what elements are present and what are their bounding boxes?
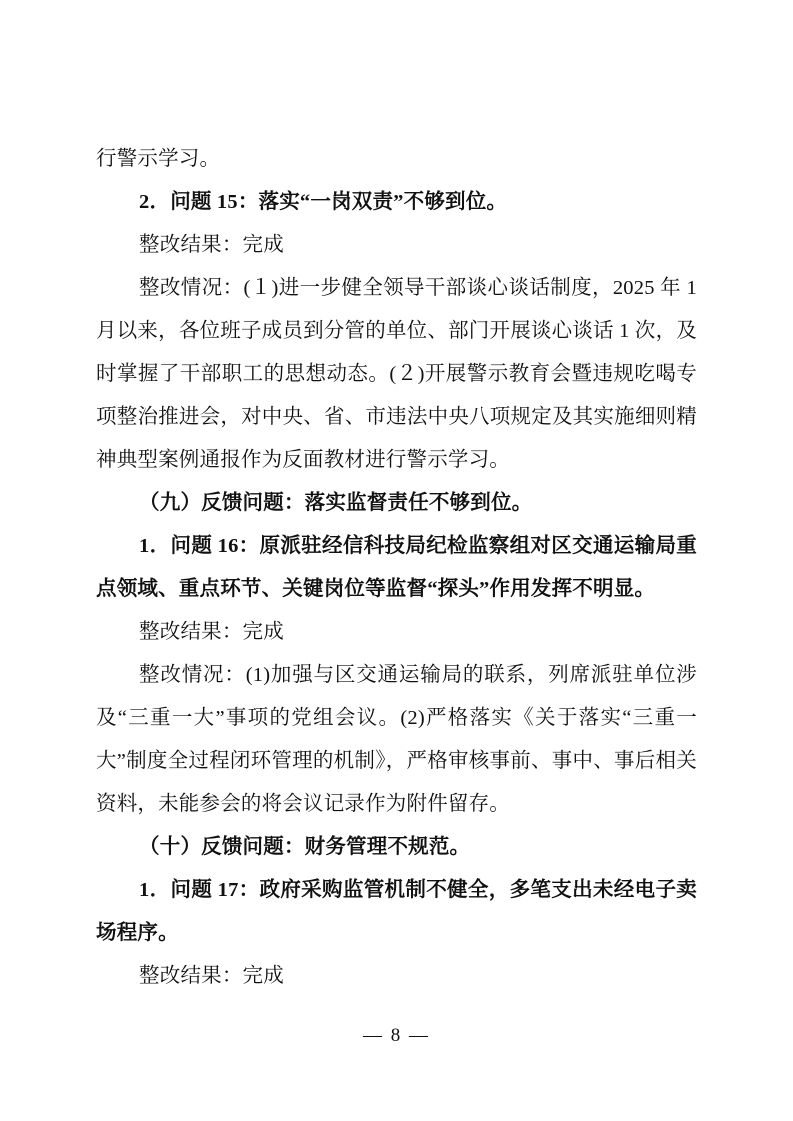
document-body — [96, 138, 697, 998]
paragraph-rectification-result-3: 整改结果：完成 — [139, 965, 284, 987]
paragraph-rectification-detail-2: 整改情况：(1)加强与区交通运输局的联系，列席派驻单位涉及“三重一大”事项的党组会议。(2)严格落实《关于落实“三重一大”制度全过程闭环管理的机制》，严格审核事前、事中、事后相关资料，未能参会的将会议记录作为附件留存。 — [96, 664, 697, 815]
paragraph-section-nine-feedback: （九）反馈问题：落实监督责任不够到位。 — [139, 492, 533, 514]
page-number — [0, 1025, 793, 1047]
paragraph-item-1-question-17: 1．问题 17：政府采购监管机制不健全，多笔支出未经电子卖场程序。 — [96, 879, 697, 944]
paragraph-section-ten-feedback: （十）反馈问题：财务管理不规范。 — [139, 836, 471, 858]
paragraph-item-1-question-16: 1．问题 16：原派驻经信科技局纪检监察组对区交通运输局重点领域、重点环节、关键岗位等监督“探头”作用发挥不明显。 — [96, 535, 697, 600]
paragraph-rectification-result-2: 整改结果：完成 — [139, 621, 284, 643]
paragraph-rectification-detail-1: 整改情况：(１)进一步健全领导干部谈心谈话制度，2025 年 1 月以来，各位班子成员到分管的单位、部门开展谈心谈话 1 次，及时掌握了干部职工的思想动态。(２)开展警示教育会暨违规吃喝专项整治推进会，对中央、省、市违法中央八项规定及其实施细则精神典型案例通报作为反面教材进行警示学习。 — [96, 277, 697, 471]
paragraph-continuation: 行警示学习。 — [96, 148, 221, 170]
paragraph-rectification-result-1: 整改结果：完成 — [139, 234, 284, 256]
paragraph-item-2-question-15: 2．问题 15：落实“一岗双责”不够到位。 — [139, 191, 508, 213]
page-number-label: — 8 — — [363, 1025, 430, 1046]
